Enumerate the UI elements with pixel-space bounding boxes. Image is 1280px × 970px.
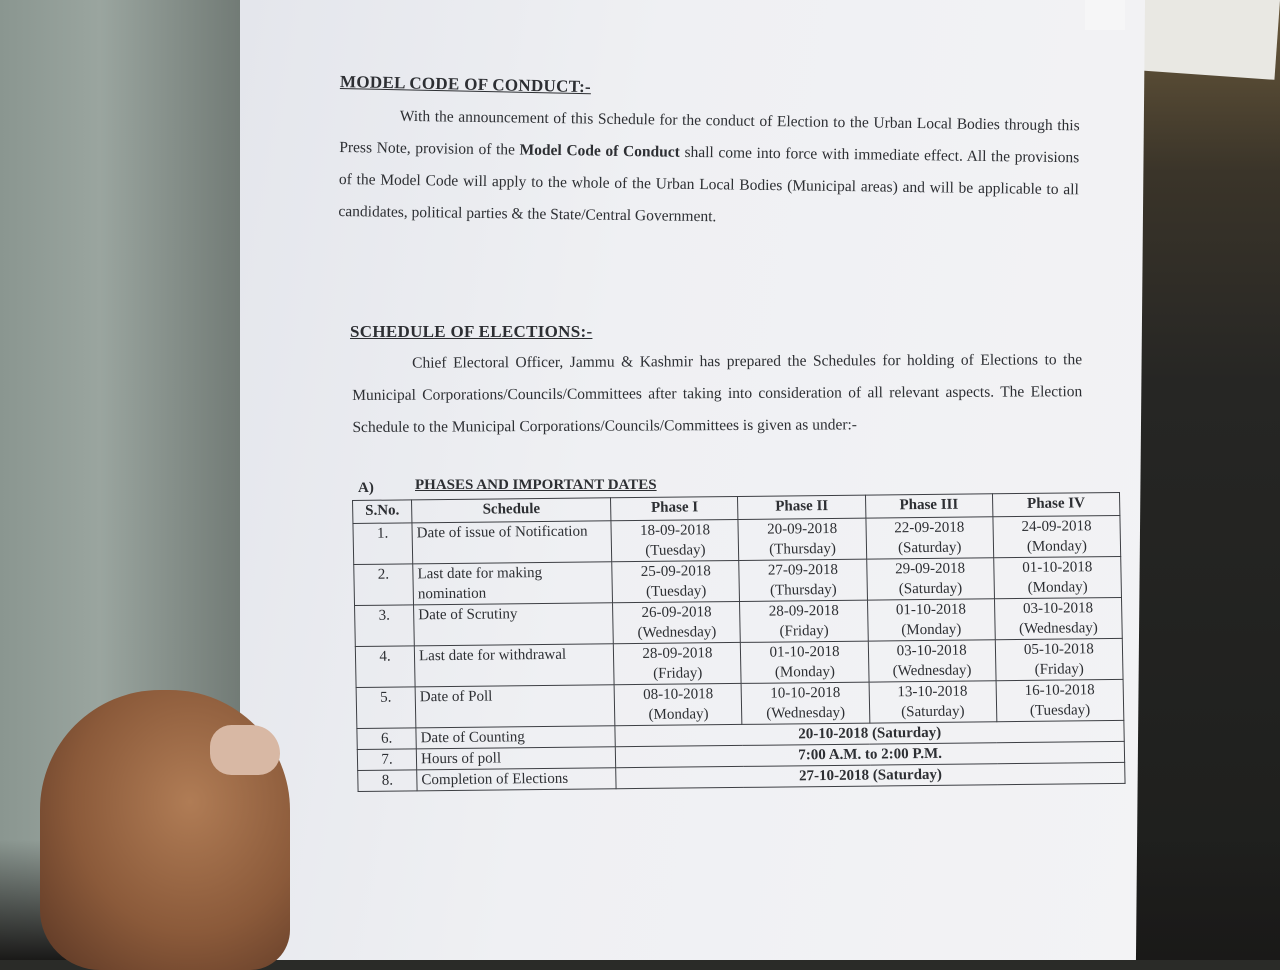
model-code-text-1: With the announcement of this Schedule for the conduct of Election to the Urban Local Bodies through this Press Note, provision of the xyxy=(339,107,1080,159)
cell-day: (Tuesday) xyxy=(645,583,707,600)
cell-phase-2 xyxy=(739,559,867,601)
cell-sno: 1. xyxy=(353,523,413,565)
election-schedule-table xyxy=(352,492,1126,792)
cell-merged-value: 27-10-2018 (Saturday) xyxy=(616,762,1125,788)
schedule-heading: SCHEDULE OF ELECTIONS:- xyxy=(350,322,593,341)
model-code-paragraph xyxy=(338,100,1080,238)
section-title: PHASES AND IMPORTANT DATES xyxy=(415,477,657,493)
cell-date: 25-09-2018 xyxy=(640,563,711,580)
cell-day: (Thursday) xyxy=(769,540,837,558)
cell-date: 18-09-2018 xyxy=(639,522,711,539)
cell-date: 03-10-2018 xyxy=(1022,600,1094,617)
cell-schedule: Date of Poll xyxy=(415,685,615,728)
cell-date: 13-10-2018 xyxy=(897,683,968,701)
cell-sno: 3. xyxy=(355,605,415,647)
cell-phase-1 xyxy=(612,560,740,602)
cell-phase-3 xyxy=(867,599,995,641)
cell-day: (Thursday) xyxy=(769,581,837,599)
cell-day: (Monday) xyxy=(901,621,962,639)
header-phase-3: Phase III xyxy=(865,494,993,518)
cell-day: (Friday) xyxy=(1034,661,1084,678)
cell-schedule: Date of Scrutiny xyxy=(414,603,614,646)
cell-day: (Monday) xyxy=(774,663,836,681)
cell-schedule: Completion of Elections xyxy=(417,768,617,791)
header-sno: S.No. xyxy=(353,500,413,524)
cell-phase-1 xyxy=(613,601,741,643)
cell-day: (Friday) xyxy=(653,665,703,682)
header-schedule: Schedule xyxy=(412,498,612,523)
cell-sno: 4. xyxy=(355,646,415,688)
cell-phase-4 xyxy=(996,679,1124,721)
cell-day: (Monday) xyxy=(1027,579,1088,596)
cell-date: 27-09-2018 xyxy=(767,561,839,579)
cell-day: (Saturday) xyxy=(898,580,963,598)
header-phase-2: Phase II xyxy=(738,495,866,519)
header-phase-4: Phase IV xyxy=(992,492,1120,516)
cell-day: (Monday) xyxy=(1026,538,1088,555)
cell-phase-3 xyxy=(868,640,996,682)
cell-schedule: Last date for withdrawal xyxy=(414,644,614,687)
cell-day: (Saturday) xyxy=(897,539,962,557)
cell-phase-3 xyxy=(866,517,994,559)
cell-date: 10-10-2018 xyxy=(770,684,841,702)
cell-phase-1 xyxy=(614,683,742,725)
cell-phase-1 xyxy=(611,519,739,561)
header-phase-1: Phase I xyxy=(611,496,739,520)
schedule-paragraph xyxy=(352,344,1082,444)
cell-date: 28-09-2018 xyxy=(642,645,713,662)
cell-date: 24-09-2018 xyxy=(1021,518,1092,535)
cell-sno: 8. xyxy=(358,770,417,792)
cell-phase-3 xyxy=(869,681,997,723)
cell-phase-4 xyxy=(993,515,1121,557)
cell-day: (Friday) xyxy=(779,623,829,640)
cell-phase-2 xyxy=(741,641,869,683)
cell-date: 26-09-2018 xyxy=(641,604,712,621)
cell-date: 01-10-2018 xyxy=(895,601,967,619)
section-label: A) xyxy=(358,480,374,496)
thumb-nail xyxy=(210,725,280,775)
cell-phase-4 xyxy=(995,638,1123,680)
paper-sheet-edge xyxy=(1085,0,1125,30)
cell-schedule: Hours of poll xyxy=(416,747,616,770)
cell-day: (Wednesday) xyxy=(892,662,972,680)
cell-date: 01-10-2018 xyxy=(1022,559,1093,576)
cell-date: 01-10-2018 xyxy=(769,643,840,661)
model-code-bold: Model Code of Conduct xyxy=(519,141,681,161)
cell-day: (Saturday) xyxy=(901,703,965,721)
cell-schedule: Date of issue of Notification xyxy=(412,521,612,564)
cell-phase-4 xyxy=(993,556,1121,598)
cell-schedule: Date of Counting xyxy=(416,726,616,749)
cell-sno: 7. xyxy=(357,749,416,771)
cell-phase-1 xyxy=(614,642,742,684)
cell-date: 03-10-2018 xyxy=(896,642,967,660)
cell-sno: 6. xyxy=(357,728,416,750)
cell-day: (Wednesday) xyxy=(766,704,846,722)
cell-phase-4 xyxy=(994,597,1122,639)
cell-date: 29-09-2018 xyxy=(894,560,966,578)
cell-phase-2 xyxy=(740,600,868,642)
cell-schedule: Last date for making nomination xyxy=(413,562,613,605)
cell-date: 08-10-2018 xyxy=(643,686,714,703)
cell-phase-2 xyxy=(738,518,866,560)
cell-phase-3 xyxy=(866,558,994,600)
cell-merged-value: 7:00 A.M. to 2:00 P.M. xyxy=(616,741,1125,767)
cell-day: (Tuesday) xyxy=(1029,702,1091,719)
cell-sno: 5. xyxy=(356,687,416,729)
cell-date: 05-10-2018 xyxy=(1023,641,1095,658)
cell-day: (Wednesday) xyxy=(1018,620,1098,638)
cell-date: 20-09-2018 xyxy=(767,520,838,538)
schedule-text: Chief Electoral Officer, Jammu & Kashmir has prepared the Schedules for holding of Elections to the Municipal Corporations/Councils/Committees after taking into consideration of all relevant aspects. The Election Schedule to the Municipal Corporations/Councils/Committees is given as under:- xyxy=(352,351,1083,436)
cell-date: 28-09-2018 xyxy=(768,602,839,620)
cell-date: 16-10-2018 xyxy=(1024,682,1095,699)
model-code-heading: MODEL CODE OF CONDUCT:- xyxy=(339,72,592,97)
cell-merged-value: 20-10-2018 (Saturday) xyxy=(615,720,1124,746)
cell-day: (Wednesday) xyxy=(637,624,717,642)
cell-phase-2 xyxy=(742,682,870,724)
cell-sno: 2. xyxy=(354,564,414,606)
cell-day: (Monday) xyxy=(648,706,709,723)
model-code-text-2: shall come into force with immediate effect. All the provisions of the Model Code will apply to the whole of the Urban Local Bodies (Municipal areas) and will be applicable to all candidates, political parties & the State/Central Government. xyxy=(338,143,1080,226)
cell-date: 22-09-2018 xyxy=(894,519,965,537)
cell-day: (Tuesday) xyxy=(645,542,706,559)
